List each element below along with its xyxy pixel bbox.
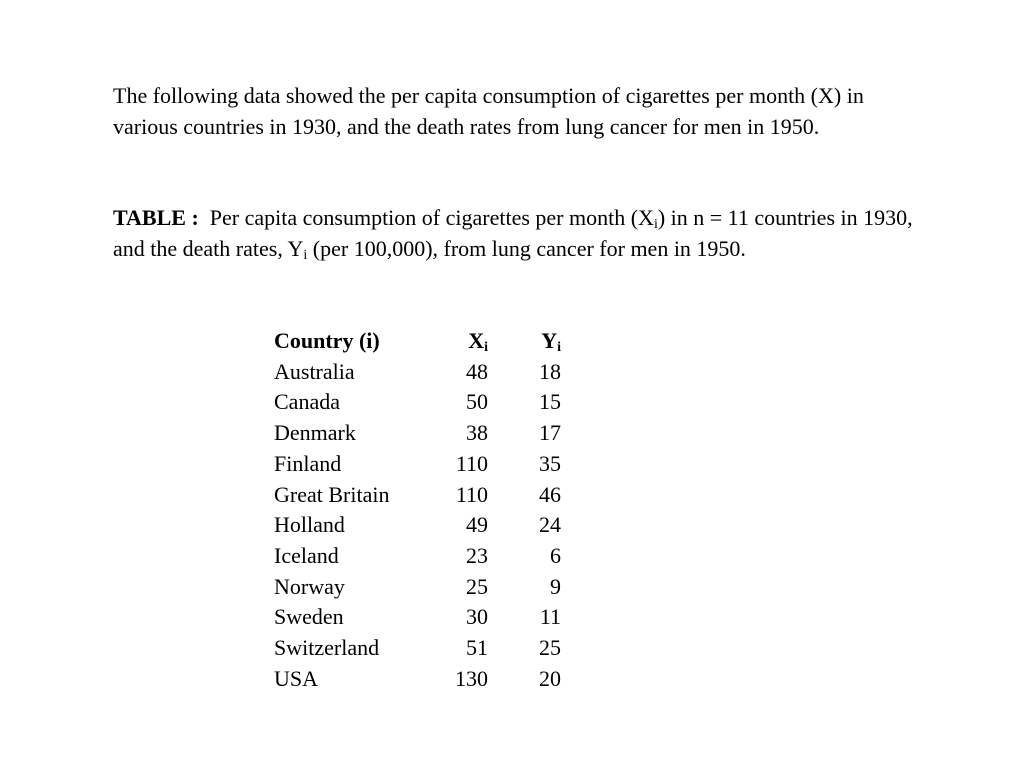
cell-x: 48 xyxy=(466,358,488,384)
cell-x: 110 xyxy=(455,481,488,507)
header-x xyxy=(432,326,488,357)
cell-country: Sweden xyxy=(274,604,344,630)
cell-x: 38 xyxy=(466,420,488,446)
table-row xyxy=(274,480,561,511)
table-caption-text-1: Per capita consumption of cigarettes per month (X xyxy=(209,205,654,230)
header-x-sub: i xyxy=(484,340,488,355)
cell-country: Iceland xyxy=(274,542,339,568)
cell-y: 46 xyxy=(539,481,561,507)
data-table xyxy=(274,326,561,694)
table-caption-label: TABLE : xyxy=(113,205,199,230)
table-row xyxy=(274,664,561,695)
cell-y: 35 xyxy=(539,450,561,476)
header-y-label: Y xyxy=(541,328,558,353)
header-y xyxy=(488,326,561,357)
cell-x: 110 xyxy=(455,450,488,476)
cell-y: 17 xyxy=(539,420,561,446)
header-country: Country (i) xyxy=(274,328,380,353)
cell-y: 24 xyxy=(539,512,561,538)
cell-x: 50 xyxy=(466,389,488,415)
cell-country: Denmark xyxy=(274,420,356,446)
cell-x: 51 xyxy=(466,635,488,661)
table-header-row xyxy=(274,326,561,357)
cell-y: 15 xyxy=(539,389,561,415)
table-caption-text-2: ) in n = 11 countries in 1930, and the death rates, Y xyxy=(113,205,913,261)
table-caption-sub-1: i xyxy=(653,217,658,232)
table-row xyxy=(274,418,561,449)
header-y-sub: i xyxy=(557,340,561,355)
table-caption-sub-2: i xyxy=(303,247,308,263)
cell-y: 9 xyxy=(550,573,561,599)
table-caption xyxy=(113,203,933,264)
cell-country: Finland xyxy=(274,450,342,476)
cell-country: USA xyxy=(274,665,319,691)
intro-paragraph: The following data showed the per capita consumption of cigarettes per month (X) in various countries in 1930, and the death rates from lung cancer for men in 1950. xyxy=(113,83,864,139)
header-x-label: X xyxy=(468,328,485,353)
table-row xyxy=(274,572,561,603)
cell-x: 30 xyxy=(466,604,488,630)
cell-country: Australia xyxy=(274,358,355,384)
table-row xyxy=(274,510,561,541)
table-row xyxy=(274,541,561,572)
cell-x: 49 xyxy=(466,512,488,538)
cell-x: 130 xyxy=(455,665,488,691)
cell-y: 11 xyxy=(539,604,561,630)
table-row xyxy=(274,633,561,664)
table-body xyxy=(274,357,561,695)
cell-country: Switzerland xyxy=(274,635,380,661)
cell-country: Canada xyxy=(274,389,340,415)
cell-y: 25 xyxy=(539,635,561,661)
cell-y: 6 xyxy=(550,542,561,568)
table-row xyxy=(274,602,561,633)
cell-country: Great Britain xyxy=(274,481,390,507)
table-row xyxy=(274,357,561,388)
cell-country: Norway xyxy=(274,573,345,599)
table-row xyxy=(274,449,561,480)
cell-x: 25 xyxy=(466,573,488,599)
cell-y: 18 xyxy=(539,358,561,384)
cell-y: 20 xyxy=(539,665,561,691)
table-row xyxy=(274,387,561,418)
table-caption-text-3: (per 100,000), from lung cancer for men in 1950. xyxy=(307,235,746,261)
cell-country: Holland xyxy=(274,512,345,538)
cell-x: 23 xyxy=(466,542,488,568)
